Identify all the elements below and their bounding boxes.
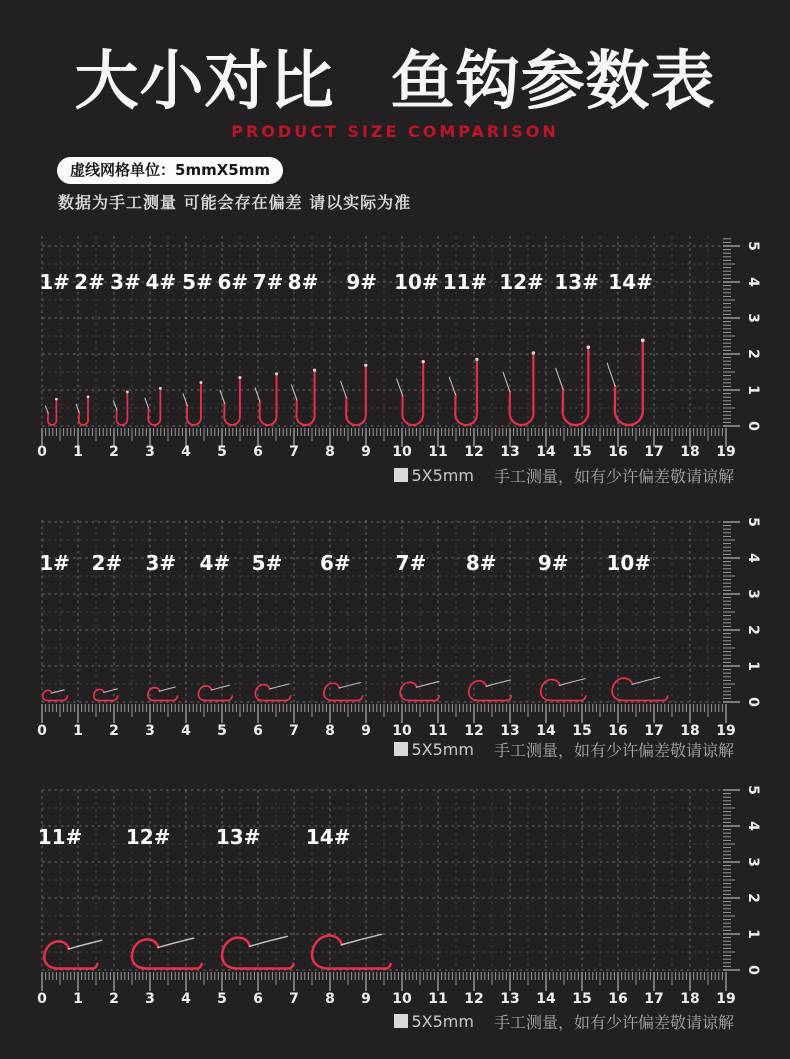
hook-size-label: 4# (145, 270, 177, 294)
x-axis-tick-label: 19 (716, 723, 736, 739)
x-axis-tick-label: 17 (644, 991, 664, 1007)
y-axis-tick-label: 1 (745, 661, 761, 671)
x-axis-tick-label: 13 (500, 723, 520, 739)
x-axis-tick-label: 9 (361, 991, 371, 1007)
x-axis-tick-label: 18 (680, 991, 700, 1007)
x-axis-tick-label: 3 (145, 723, 155, 739)
hook-size-label: 9# (537, 551, 569, 575)
x-axis-tick-label: 15 (572, 444, 592, 460)
page-title-right: 鱼钩参数表 (390, 45, 716, 119)
y-axis-tick-label: 1 (745, 385, 761, 395)
x-axis-tick-label: 17 (644, 444, 664, 460)
y-axis-tick-label: 4 (745, 277, 761, 287)
hook-size-label: 2# (91, 551, 123, 575)
y-axis-tick-label: 2 (745, 893, 761, 903)
hook-size-label: 10# (606, 551, 652, 575)
y-axis-tick-label: 0 (745, 965, 761, 975)
page-title-left: 大小对比 (74, 45, 335, 119)
x-axis-tick-label: 14 (536, 723, 556, 739)
y-axis-tick-label: 3 (745, 589, 761, 599)
y-axis-tick-label: 5 (745, 241, 761, 251)
x-axis-tick-label: 10 (392, 991, 412, 1007)
x-axis-tick-label: 1 (73, 723, 83, 739)
x-axis-tick-label: 10 (392, 723, 412, 739)
x-axis-tick-label: 4 (181, 723, 191, 739)
x-axis-tick-label: 13 (500, 444, 520, 460)
hook-size-label: 4# (199, 551, 231, 575)
panel-caption (394, 738, 734, 760)
y-axis-tick-label: 1 (745, 929, 761, 939)
x-axis-tick-label: 4 (181, 444, 191, 460)
hook-size-label: 12# (499, 270, 544, 294)
hook-size-label: 6# (320, 551, 351, 575)
caption-grid-size: 5X5mm (411, 465, 474, 485)
hook-size-label: 11# (37, 825, 83, 849)
x-axis-tick-label: 11 (428, 444, 448, 460)
x-axis-tick-label: 9 (361, 444, 371, 460)
hook-size-label: 14# (305, 825, 351, 849)
y-axis-tick-label: 3 (745, 857, 761, 867)
caption-note: 手工测量，如有少许偏差敬请谅解 (493, 1012, 734, 1032)
x-axis-tick-label: 3 (145, 991, 155, 1007)
y-axis-tick-label: 2 (745, 349, 761, 359)
x-axis-tick-label: 8 (325, 444, 335, 460)
x-axis-tick-label: 0 (37, 991, 47, 1007)
x-axis-tick-label: 12 (464, 444, 484, 460)
hook-size-label: 1# (39, 551, 70, 575)
x-axis-tick-label: 4 (181, 991, 191, 1007)
hook-size-label: 9# (346, 270, 378, 294)
x-axis-tick-label: 17 (644, 723, 664, 739)
x-axis-tick-label: 8 (325, 723, 335, 739)
x-axis-tick-label: 2 (109, 723, 119, 739)
x-axis-tick-label: 12 (464, 723, 484, 739)
x-axis-tick-label: 16 (608, 444, 628, 460)
square-icon (394, 468, 408, 482)
hook-size-label: 1# (39, 270, 70, 294)
hook-size-label: 2# (74, 270, 105, 294)
x-axis-tick-label: 5 (217, 991, 227, 1007)
x-axis-tick-label: 19 (716, 444, 736, 460)
x-axis-tick-label: 10 (392, 444, 412, 460)
hook-size-label: 7# (252, 270, 284, 294)
panel-caption (394, 1010, 734, 1032)
x-axis-tick-label: 18 (680, 444, 700, 460)
y-axis-tick-label: 0 (745, 421, 761, 431)
y-axis-tick-label: 5 (745, 785, 761, 795)
x-axis-tick-label: 1 (73, 991, 83, 1007)
x-axis-tick-label: 5 (217, 723, 227, 739)
caption-grid-size: 5X5mm (411, 739, 474, 759)
x-axis-tick-label: 6 (253, 723, 263, 739)
x-axis-tick-label: 0 (37, 723, 47, 739)
hook-size-label: 10# (394, 270, 439, 294)
caption-note: 手工测量，如有少许偏差敬请谅解 (493, 740, 734, 760)
x-axis-tick-label: 6 (253, 444, 263, 460)
x-axis-tick-label: 16 (608, 991, 628, 1007)
x-axis-tick-label: 18 (680, 723, 700, 739)
x-axis-tick-label: 19 (716, 991, 736, 1007)
x-axis-tick-label: 2 (109, 444, 119, 460)
x-axis-tick-label: 5 (217, 444, 227, 460)
x-axis-tick-label: 16 (608, 723, 628, 739)
caption-grid-size: 5X5mm (411, 1011, 474, 1031)
hook-size-label: 11# (442, 270, 488, 294)
hook-size-label: 14# (608, 270, 653, 294)
hook-size-label: 13# (215, 825, 261, 849)
x-axis-tick-label: 3 (145, 444, 155, 460)
x-axis-tick-label: 1 (73, 444, 83, 460)
hook-size-label: 7# (395, 551, 427, 575)
x-axis-tick-label: 2 (109, 991, 119, 1007)
hook-size-label: 8# (287, 270, 319, 294)
grid-unit-badge: 虚线网格单位：5mmX5mm (57, 157, 283, 184)
hook-size-label: 8# (465, 551, 497, 575)
hook-size-label: 5# (251, 551, 283, 575)
x-axis-tick-label: 9 (361, 723, 371, 739)
square-icon (394, 742, 408, 756)
x-axis-tick-label: 8 (325, 991, 335, 1007)
measurement-note: 数据为手工测量 可能会存在偏差 请以实际为准 (58, 193, 412, 212)
x-axis-tick-label: 14 (536, 444, 556, 460)
square-icon (394, 1014, 408, 1028)
x-axis-tick-label: 7 (289, 723, 299, 739)
x-axis-tick-label: 6 (253, 991, 263, 1007)
caption-note: 手工测量，如有少许偏差敬请谅解 (493, 466, 734, 486)
x-axis-tick-label: 7 (289, 444, 299, 460)
hook-size-label: 6# (217, 270, 249, 294)
x-axis-tick-label: 11 (428, 991, 448, 1007)
panel-caption (394, 464, 734, 486)
y-axis-tick-label: 3 (745, 313, 761, 323)
y-axis-tick-label: 0 (745, 697, 761, 707)
y-axis-tick-label: 4 (745, 821, 761, 831)
x-axis-tick-label: 12 (464, 991, 484, 1007)
subtitle-en: PRODUCT SIZE COMPARISON (231, 122, 559, 141)
x-axis-tick-label: 11 (428, 723, 448, 739)
y-axis-tick-label: 4 (745, 553, 761, 563)
hook-size-label: 12# (125, 825, 171, 849)
hook-size-label: 3# (110, 270, 141, 294)
x-axis-tick-label: 7 (289, 991, 299, 1007)
x-axis-tick-label: 15 (572, 991, 592, 1007)
hook-size-label: 13# (554, 270, 599, 294)
x-axis-tick-label: 14 (536, 991, 556, 1007)
x-axis-tick-label: 15 (572, 723, 592, 739)
hook-size-label: 5# (182, 270, 213, 294)
x-axis-tick-label: 13 (500, 991, 520, 1007)
x-axis-tick-label: 0 (37, 444, 47, 460)
y-axis-tick-label: 2 (745, 625, 761, 635)
y-axis-tick-label: 5 (745, 517, 761, 527)
hook-size-label: 3# (145, 551, 177, 575)
